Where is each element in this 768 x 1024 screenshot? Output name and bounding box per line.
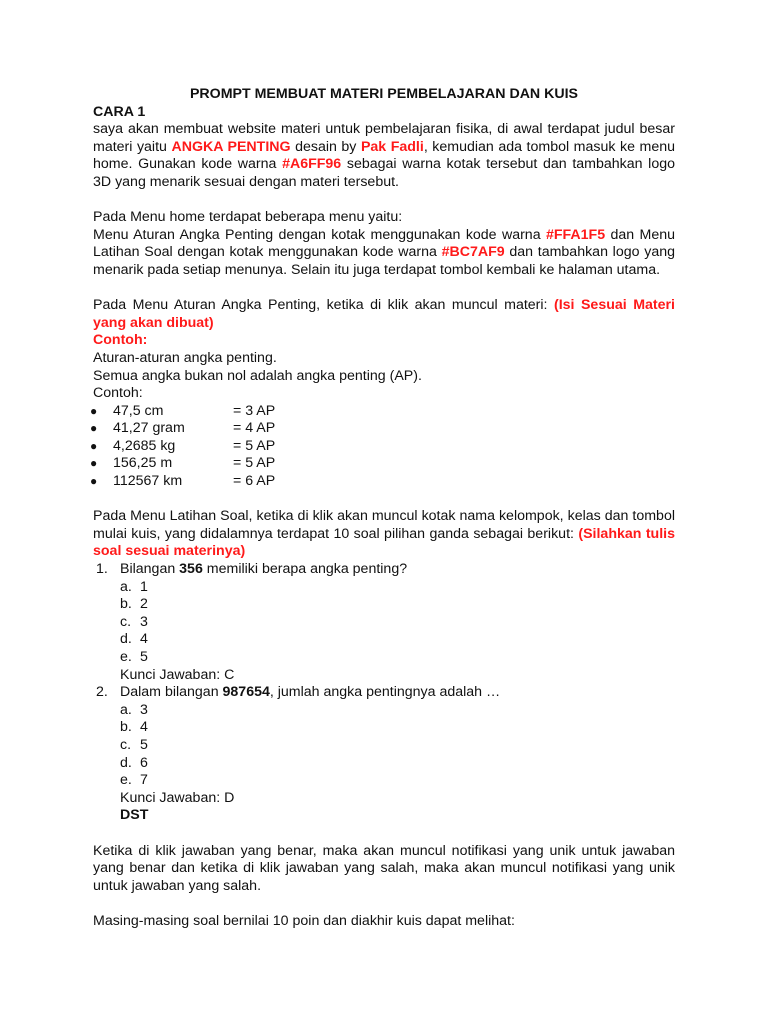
text-run: desain by	[290, 138, 361, 155]
bullet-icon: ●	[90, 421, 98, 436]
option-list	[120, 702, 675, 790]
option-text: 1	[140, 578, 148, 595]
highlight-text: (Isi Sesuai Materi yang akan dibuat)	[93, 297, 675, 331]
option-letter: e.	[120, 649, 132, 665]
option-item	[120, 772, 675, 790]
highlight-text: #A6FF96	[282, 156, 342, 173]
bullet-icon: ●	[90, 438, 98, 453]
list-item	[90, 402, 675, 421]
text-run: Pada Menu Latihan Soal, ketika di klik akan muncul kotak nama kelompok, kelas dan tombol mulai kuis, yang didalamnya terdapat 10 soal pilihan ganda sebagai berikut:	[93, 508, 675, 542]
option-letter: a.	[120, 578, 132, 595]
question-item	[93, 561, 675, 684]
bullet-icon: ●	[90, 403, 98, 418]
highlight-text: Pak Fadli	[360, 138, 424, 155]
example-ap: = 3 AP	[233, 402, 276, 419]
paragraph-aturan	[93, 297, 675, 332]
paragraph-intro	[93, 121, 675, 191]
section-heading: CARA 1	[93, 103, 146, 120]
option-item	[120, 614, 675, 632]
option-item	[120, 631, 675, 649]
highlight-text: (Silahkan tulis soal sesuai materinya)	[93, 525, 675, 560]
question-number: 1.	[96, 561, 108, 578]
option-text: 3	[140, 701, 148, 718]
rule-line: Semua angka bukan nol adalah angka penting (AP).	[93, 367, 422, 384]
highlight-text: #BC7AF9	[441, 244, 505, 261]
text-run: , jumlah angka pentingnya adalah …	[269, 684, 501, 701]
option-letter: c.	[120, 613, 132, 630]
option-text: 5	[140, 736, 148, 753]
example-ap: = 6 AP	[233, 473, 276, 490]
option-letter: b.	[120, 719, 132, 736]
bullet-icon: ●	[90, 456, 98, 471]
list-item	[90, 473, 675, 491]
paragraph-menu	[93, 227, 675, 280]
example-quantity: 47,5 cm	[113, 402, 164, 419]
option-text: 4	[140, 631, 148, 648]
paragraph-latihan	[93, 508, 675, 561]
answer-key: Kunci Jawaban: D	[120, 789, 235, 806]
option-letter: a.	[120, 701, 132, 718]
option-letter: d.	[120, 754, 132, 771]
question-text	[120, 684, 675, 702]
option-list	[120, 579, 675, 667]
text-run: sebagai warna kotak tersebut dan tambahkan logo 3D yang menarik sesuai dengan materi tersebut.	[93, 156, 676, 190]
example-ap: = 5 AP	[233, 455, 276, 472]
example-quantity: 112567 km	[113, 473, 183, 490]
text-run: dan tambahkan logo yang menarik pada setiap menunya. Selain itu juga terdapat tombol kembali ke halaman utama.	[93, 244, 675, 278]
question-number-value: 356	[179, 561, 203, 578]
question-text	[120, 561, 675, 579]
option-letter: d.	[120, 631, 132, 648]
option-item	[120, 702, 675, 720]
text-run: , kemudian ada tombol masuk ke menu home. Gunakan kode warna	[93, 138, 675, 173]
document-page	[90, 86, 676, 931]
example-quantity: 41,27 gram	[113, 420, 185, 437]
paragraph-poin: Masing-masing soal bernilai 10 poin dan diakhir kuis dapat melihat:	[93, 912, 515, 929]
rule-line: Aturan-aturan angka penting.	[93, 349, 277, 366]
option-text: 5	[140, 649, 148, 665]
list-item	[90, 455, 675, 473]
bullet-icon: ●	[90, 474, 98, 489]
text-run: saya akan membuat website materi untuk pembelajaran fisika, di awal terdapat judul besar materi yaitu	[93, 121, 675, 155]
option-item	[120, 596, 675, 614]
option-text: 3	[140, 613, 148, 630]
example-quantity: 156,25 m	[113, 455, 173, 472]
question-list	[93, 561, 675, 825]
question-item	[93, 684, 675, 825]
option-letter: b.	[120, 596, 132, 613]
text-run: memiliki berapa angka penting?	[202, 561, 408, 578]
option-text: 6	[140, 754, 148, 771]
text-run: Dalam bilangan	[120, 684, 223, 701]
option-item	[120, 719, 675, 737]
example-ap: = 4 AP	[233, 420, 276, 437]
example-ap: = 5 AP	[233, 437, 276, 454]
option-item	[120, 579, 675, 597]
question-number: 2.	[96, 684, 108, 701]
text-run: dan Menu Latihan Soal dengan kotak menggunakan kode warna	[93, 226, 675, 261]
text-run: Bilangan	[120, 561, 180, 578]
example-list	[90, 402, 675, 491]
option-item	[120, 649, 675, 667]
question-number-value: 987654	[222, 684, 270, 701]
option-letter: c.	[120, 736, 132, 753]
highlight-text: #FFA1F5	[545, 226, 606, 243]
list-item	[90, 420, 675, 438]
paragraph-notifikasi: Ketika di klik jawaban yang benar, maka akan muncul notifikasi yang unik untuk jawaban yang benar dan ketika di klik jawaban yang salah, maka akan muncul notifikasi yang unik untuk jawaban yang salah.	[93, 842, 675, 894]
text-run: Pada Menu Aturan Angka Penting, ketika di klik akan muncul materi:	[93, 297, 554, 314]
answer-key: Kunci Jawaban: C	[120, 666, 235, 683]
highlight-text: ANGKA PENTING	[171, 138, 291, 155]
list-item	[90, 437, 675, 456]
example-quantity: 4,2685 kg	[113, 437, 176, 454]
option-letter: e.	[120, 772, 132, 789]
document-title: PROMPT MEMBUAT MATERI PEMBELAJARAN DAN KUIS	[189, 86, 579, 102]
contoh-label: Contoh:	[93, 385, 143, 402]
option-item	[120, 737, 675, 755]
text-run: Menu Aturan Angka Penting dengan kotak menggunakan kode warna	[93, 226, 546, 243]
contoh-heading: Contoh:	[93, 332, 148, 349]
paragraph-menu-heading: Pada Menu home terdapat beberapa menu yaitu:	[93, 209, 403, 226]
option-text: 7	[140, 772, 148, 789]
option-text: 4	[140, 719, 148, 736]
dst-label: DST	[120, 807, 149, 824]
option-text: 2	[140, 596, 148, 613]
option-item	[120, 755, 675, 773]
